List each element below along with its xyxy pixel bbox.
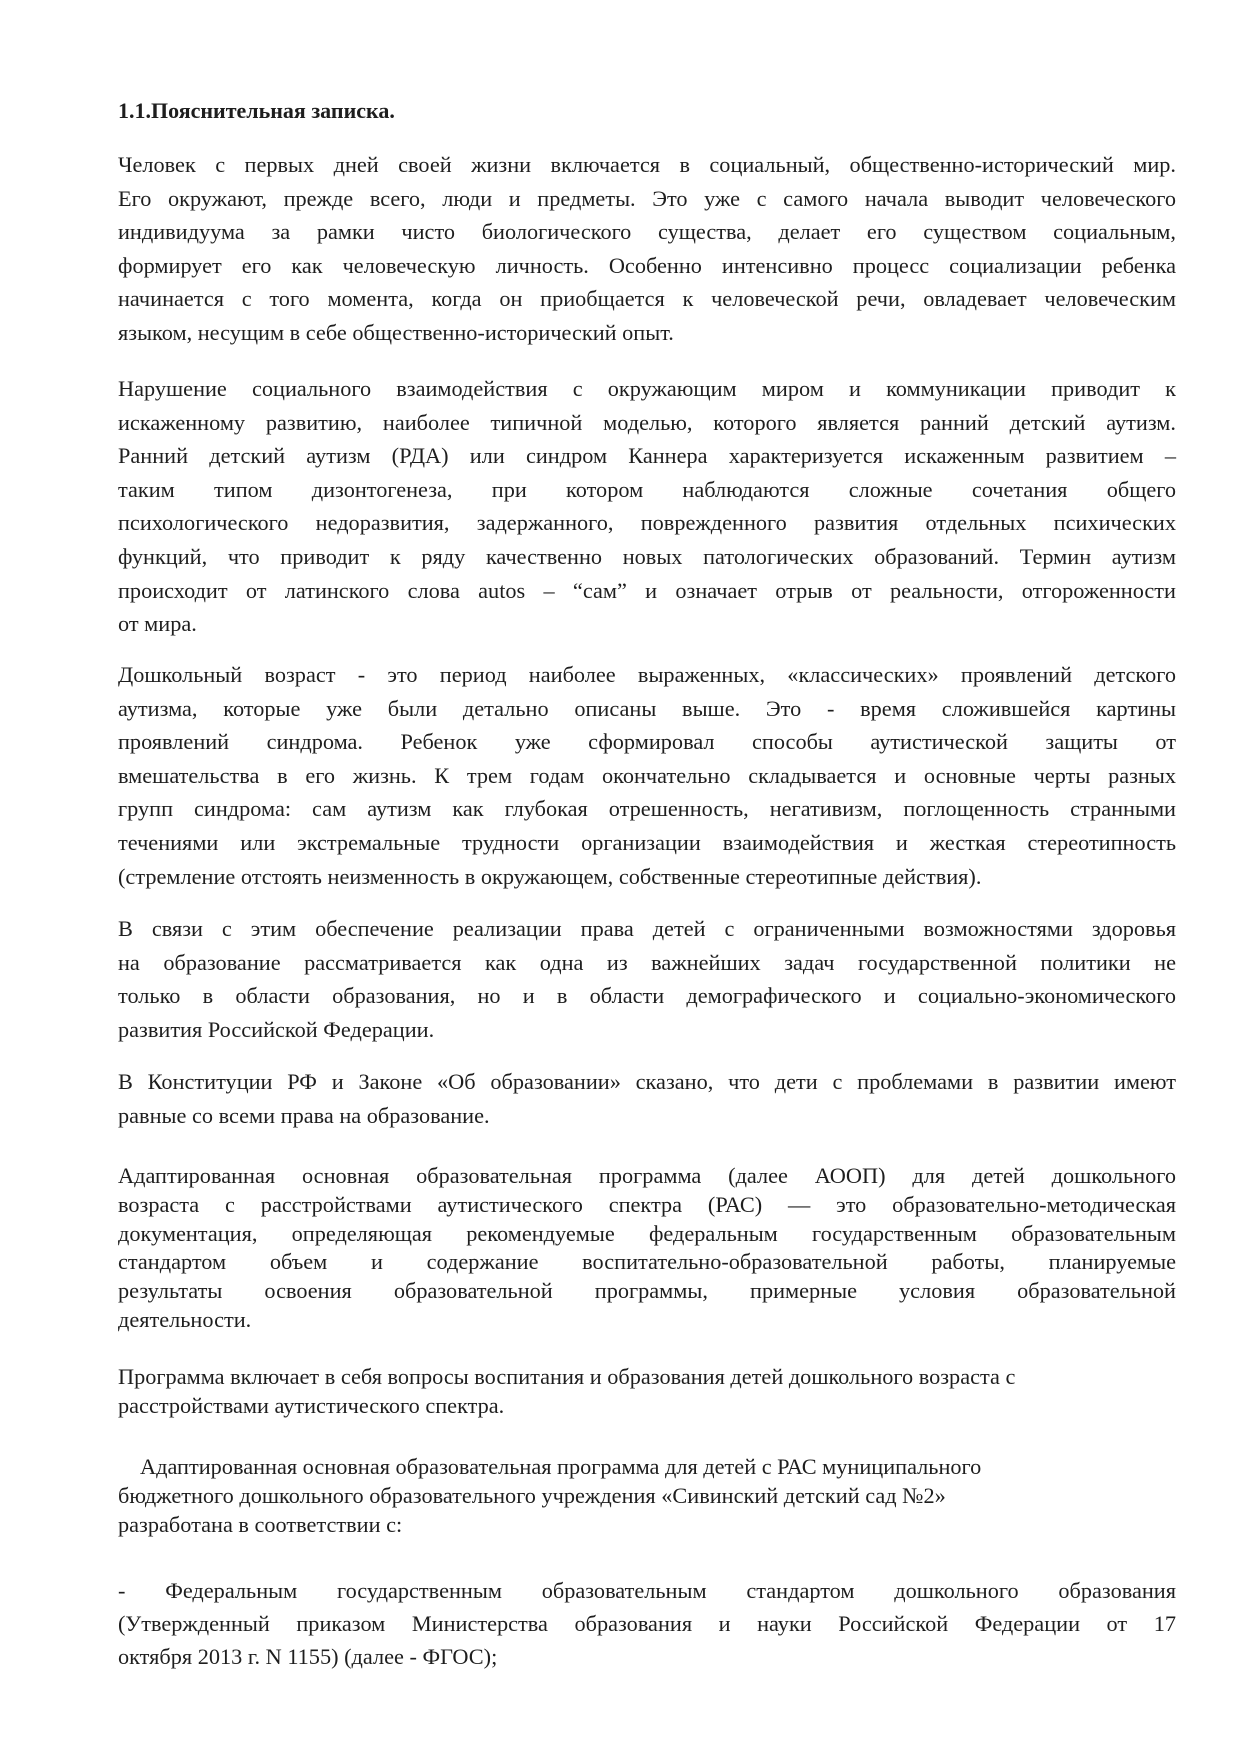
paragraph <box>118 1363 1176 1421</box>
text-line: развития Российской Федерации. <box>118 1016 435 1042</box>
text-line: бюджетного дошкольного образовательного учреждения «Сивинский детский сад №2» <box>118 1483 946 1509</box>
paragraph <box>118 658 1176 893</box>
paragraph <box>118 912 1176 1046</box>
text-line: проявлений синдрома. Ребенок уже сформировал способы аутистической защиты от <box>118 729 1176 755</box>
text-line: Ранний детский аутизм (РДА) или синдром Каннера характеризуется искаженным развитием – <box>118 443 1176 469</box>
text-line: документация, определяющая рекомендуемые федеральным государственным образовательным <box>118 1220 1176 1246</box>
text-line: Адаптированная основная образовательная программа (далее АООП) для детей дошкольного <box>118 1163 1176 1188</box>
text-line: В Конституции РФ и Законе «Об образовании» сказано, что дети с проблемами в развитии имеют <box>118 1069 1176 1094</box>
paragraph <box>118 1452 1176 1540</box>
text-line: психологического недоразвития, задержанного, поврежденного развития отдельных психических <box>118 510 1176 536</box>
paragraph <box>118 148 1176 350</box>
text-line: вмешательства в его жизнь. К трем годам окончательно складывается и основные черты разных <box>118 762 1176 788</box>
text-line: аутизма, которые уже были детально описаны выше. Это - время сложившейся картины <box>118 695 1176 721</box>
text-line: искаженному развитию, наиболее типичной моделью, которого является ранний детский аутизм. <box>118 409 1176 435</box>
text-line: возраста с расстройствами аутистического спектра (РАС) — это образовательно-методическая <box>118 1191 1176 1217</box>
text-line: - Федеральным государственным образовательным стандартом дошкольного образования <box>118 1578 1176 1603</box>
text-line: (стремление отстоять неизменность в окружающем, собственные стереотипные действия). <box>118 863 982 889</box>
text-line: результаты освоения образовательной программы, примерные условия образовательной <box>118 1278 1176 1304</box>
text-line: происходит от латинского слова autos – “сам” и означает отрыв от реальности, отгороженности <box>118 577 1176 603</box>
text-line: таким типом дизонтогенеза, при котором наблюдаются сложные сочетания общего <box>118 476 1176 502</box>
section-heading: 1.1.Пояснительная записка. <box>118 98 395 123</box>
text-line: разработана в соответствии с: <box>118 1512 403 1538</box>
text-line: Программа включает в себя вопросы воспитания и образования детей дошкольного возраста с <box>118 1364 1016 1389</box>
text-line: Адаптированная основная образовательная программа для детей с РАС муниципального <box>140 1454 982 1479</box>
text-line: течениями или экстремальные трудности организации взаимодействия и жесткая стереотипность <box>118 829 1176 855</box>
text-line: на образование рассматривается как одна из важнейших задач государственной политики не <box>118 949 1176 975</box>
text-line: октября 2013 г. N 1155) (далее - ФГОС); <box>118 1644 498 1669</box>
text-line: Его окружают, прежде всего, люди и предметы. Это уже с самого начала выводит человеческого <box>118 185 1176 211</box>
paragraph <box>118 1574 1176 1673</box>
paragraph <box>118 1065 1176 1132</box>
text-line: формирует его как человеческую личность. Особенно интенсивно процесс социализации ребенка <box>118 252 1176 278</box>
text-line: деятельности. <box>118 1306 252 1332</box>
text-line: Дошкольный возраст - это период наиболее выраженных, «классических» проявлений детского <box>118 662 1176 687</box>
text-line: индивидуума за рамки чисто биологического существа, делает его существом социальным, <box>118 219 1176 245</box>
text-line: Нарушение социального взаимодействия с окружающим миром и коммуникации приводит к <box>118 376 1176 401</box>
text-line: расстройствами аутистического спектра. <box>118 1392 505 1418</box>
text-line: Человек с первых дней своей жизни включается в социальный, общественно-исторический мир. <box>118 152 1176 177</box>
text-line: от мира. <box>118 611 197 637</box>
text-line: стандартом объем и содержание воспитательно-образовательной работы, планируемые <box>118 1249 1176 1275</box>
paragraph <box>118 1162 1176 1335</box>
text-line: (Утвержденный приказом Министерства образования и науки Российской Федерации от 17 <box>118 1611 1176 1636</box>
text-line: В связи с этим обеспечение реализации права детей с ограниченными возможностями здоровья <box>118 916 1176 941</box>
text-line: равные со всеми права на образование. <box>118 1102 490 1128</box>
text-line: языком, несущим в себе общественно-исторический опыт. <box>118 319 674 345</box>
paragraph <box>118 372 1176 641</box>
text-line: начинается с того момента, когда он приобщается к человеческой речи, овладевает человеческим <box>118 286 1176 312</box>
text-line: функций, что приводит к ряду качественно новых патологических образований. Термин аутизм <box>118 543 1176 569</box>
text-line: групп синдрома: сам аутизм как глубокая отрешенность, негативизм, поглощенность странными <box>118 796 1176 822</box>
text-line: только в области образования, но и в области демографического и социально-экономического <box>118 983 1176 1009</box>
